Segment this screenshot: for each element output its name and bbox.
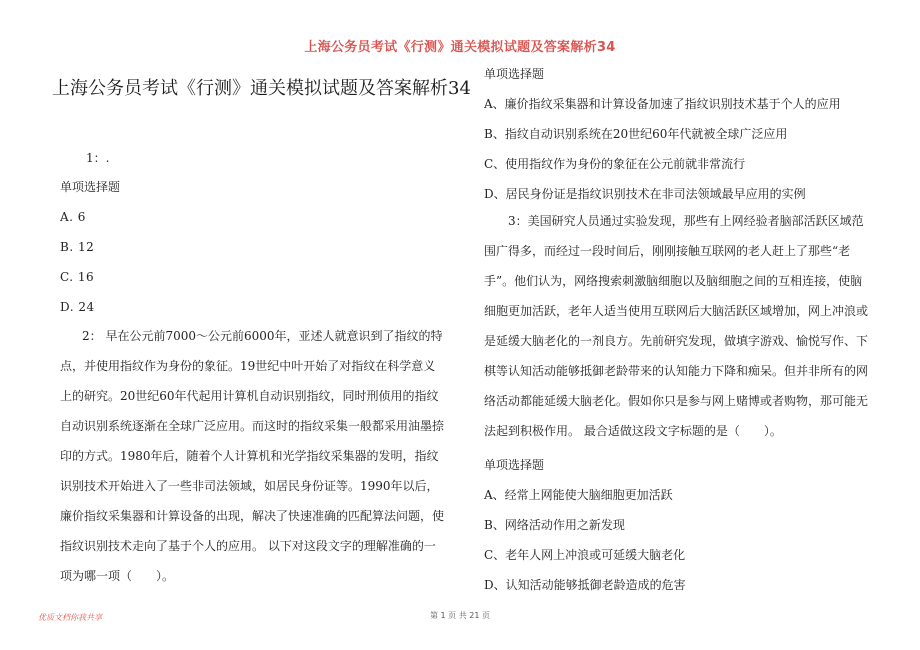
question-2-option-a: A、廉价指纹采集器和计算设备加速了指纹识别技术基于个人的应用 (484, 97, 841, 111)
question-1-number: 1：. (86, 151, 110, 165)
question-3-line: 法起到积极作用。 最合适做这段文字标题的是（ ）。 (484, 424, 782, 438)
question-2-option-b: B、指纹自动识别系统在20世纪60年代就被全球广泛应用 (484, 127, 788, 141)
question-3-line: 细胞更加活跃，老年人适当使用互联网后大脑活跃区域增加，网上冲浪或 (484, 304, 869, 318)
running-header-title: 上海公务员考试《行测》通关模拟试题及答案解析34 (304, 40, 616, 55)
question-3-line: 3：美国研究人员通过实验发现，那些有上网经验者脑部活跃区域范 (508, 214, 864, 228)
question-3-option-b: B、网络活动作用之新发现 (484, 518, 625, 532)
question-1-option-a: A. 6 (60, 210, 86, 224)
question-3-option-a: A、经常上网能使大脑细胞更加活跃 (484, 488, 673, 502)
question-2-type: 单项选择题 (484, 67, 545, 81)
question-3-option-c: C、老年人网上冲浪或可延缓大脑老化 (484, 548, 686, 562)
page-number: 第 1 页 共 21 页 (430, 611, 490, 620)
footer-watermark-note: 优质文档你我共享 (38, 613, 102, 622)
question-2-line: 项为哪一项（ ）。 (60, 569, 175, 583)
question-1-type: 单项选择题 (60, 180, 121, 194)
question-1-option-c: C. 16 (60, 270, 95, 284)
question-3-line: 棋等认知活动能够抵御老龄带来的认知能力下降和痴呆。但并非所有的网 (484, 364, 869, 378)
question-3-line: 络活动都能延缓大脑老化。假如你只是参与网上赌博或者购物，那可能无 (484, 394, 869, 408)
question-2-line: 廉价指纹采集器和计算设备的出现，解决了快速准确的匹配算法问题，使 (60, 509, 445, 523)
question-2-option-c: C、使用指纹作为身份的象征在公元前就非常流行 (484, 157, 746, 171)
document-title: 上海公务员考试《行测》通关模拟试题及答案解析34 (52, 78, 471, 99)
question-2-option-d: D、居民身份证是指纹识别技术在非司法领域最早应用的实例 (484, 187, 806, 201)
question-3-stem (484, 206, 868, 446)
question-1-option-b: B. 12 (60, 240, 95, 254)
question-2-line: 指纹识别技术走向了基于个人的应用。 以下对这段文字的理解准确的一 (60, 539, 436, 553)
question-3-option-d: D、认知活动能够抵御老龄造成的危害 (484, 578, 686, 592)
question-1-option-d: D. 24 (60, 300, 95, 314)
question-3-type: 单项选择题 (484, 458, 545, 472)
question-2-line: 印的方式。1980年后，随着个人计算机和光学指纹采集器的发明，指纹 (60, 449, 439, 463)
question-3-line: 是延缓大脑老化的一剂良方。先前研究发现，做填字游戏、愉悦写作、下 (484, 334, 869, 348)
question-2-line: 识别技术开始进入了一些非司法领域，如居民身份证等。1990年以后， (60, 479, 439, 493)
question-3-line: 围广得多，而经过一段时间后，刚刚接触互联网的老人赶上了那些“老 (484, 244, 851, 258)
question-3-line: 手”。他们认为，网络搜索刺激脑细胞以及脑细胞之间的互相连接，使脑 (484, 274, 863, 288)
question-2-line: 自动识别系统逐渐在全球广泛应用。而这时的指纹采集一般都采用油墨捺 (60, 419, 445, 433)
question-2-stem (60, 321, 444, 591)
question-2-line: 点，并使用指纹作为身份的象征。19世纪中叶开始了对指纹在科学意义 (60, 359, 436, 373)
question-2-line: 上的研究。20世纪60年代起用计算机自动识别指纹，同时刑侦用的指纹 (60, 389, 439, 403)
question-2-line: 2： 早在公元前7000～公元前6000年，亚述人就意识到了指纹的特 (82, 329, 443, 343)
